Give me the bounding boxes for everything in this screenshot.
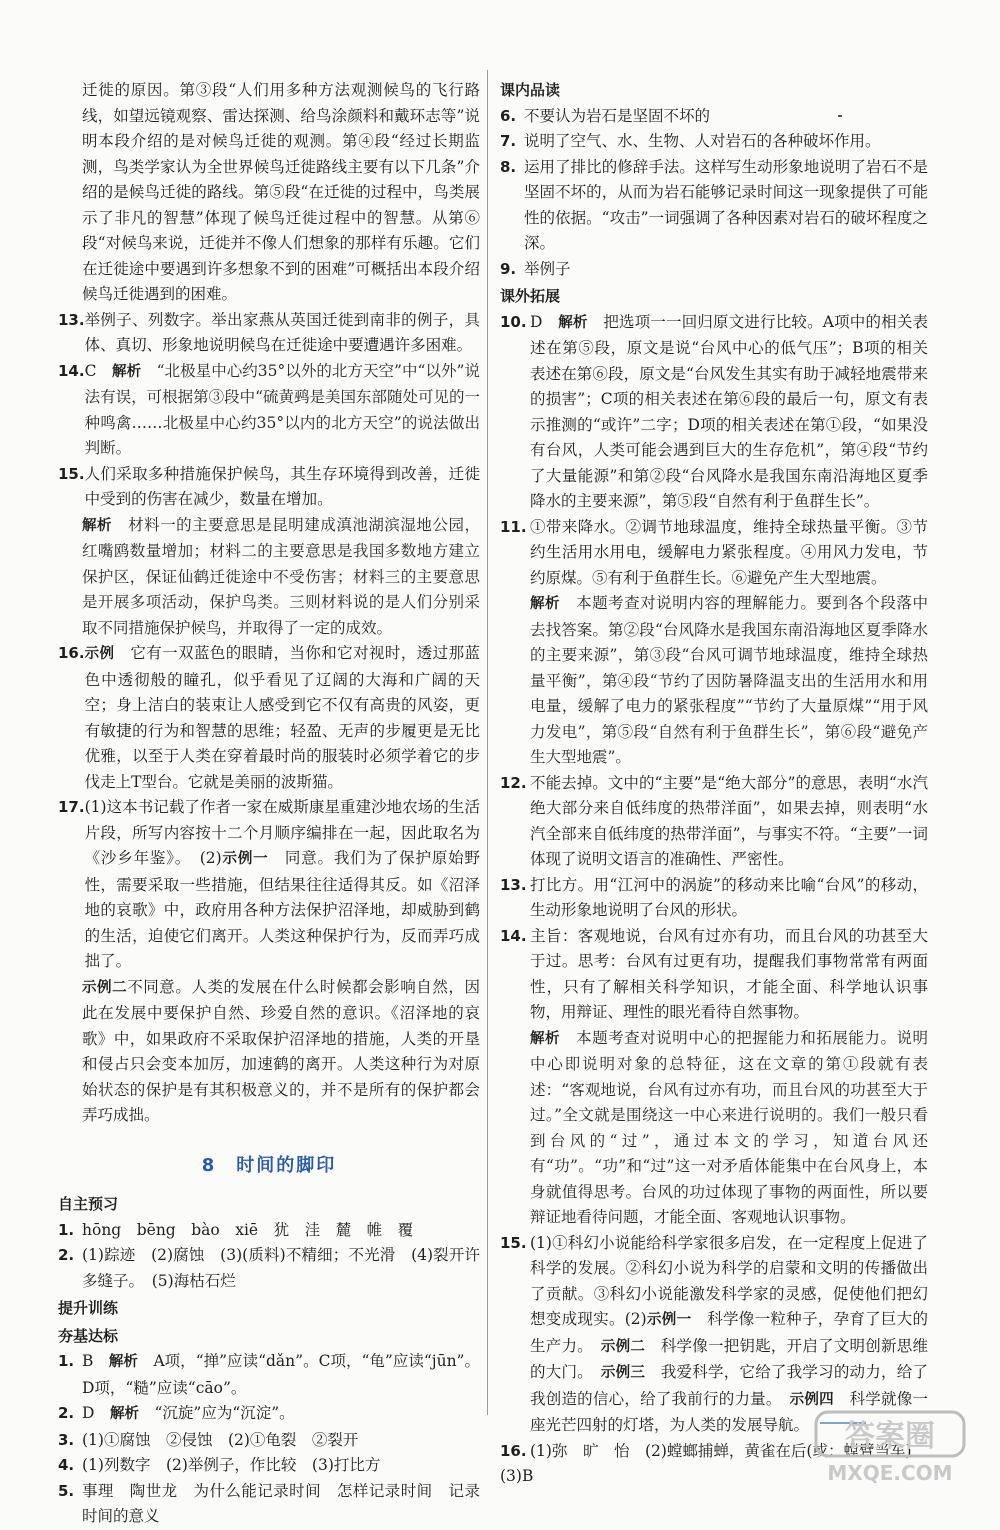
answer-number: 9. [500,259,517,278]
answer-8 [500,155,928,257]
answer-b5 [58,1479,480,1530]
answer-text: 人们采取多种措施保护候鸟，其生存环境得到改善，迁徙中受到的伤害在减少，数量在增加。 [84,464,480,508]
answer-text: (1)这本书记载了作者一家在威斯康星重建沙地农场的生活片段，所写内容按十二个月顺序编排在一起，因此取名为《沙乡年鉴》。 (2) [84,798,480,867]
answer-number: 16. [500,1441,527,1460]
answer-17 [58,795,480,975]
answer-13r [500,873,928,924]
answer-choice: D [82,1404,95,1422]
watermark-url: MXQE.COM [827,1461,953,1485]
analysis-label: 解析 [530,1030,561,1047]
answer-text: A项，“掸”应读“dǎn”。C项，“龟”应读“jūn”。D项，“糙”应读“cāo”。 [82,1352,480,1397]
answer-b1 [58,1349,480,1401]
column-divider [487,70,488,1415]
answer-9 [500,257,928,283]
answer-text: 主旨：客观地说，台风有过亦有功，而且台风的功甚至大于过。思考：台风有过更有功，提醒我们事物常常有两面性，只有了解相关科学知识，才能全面、科学地认识事物，用辩证、理性的眼光看待自然事物。 [530,926,928,1021]
answer-number: 16. [58,644,85,662]
answer-text: 我爱科学，它给了我学习的动力，给了我创造的信心，给了我前行的力量。 [530,1363,928,1408]
answer-text: 科学像一粒种子，孕育了巨大的生产力。 [530,1310,928,1355]
answer-text: (1)①科幻小说能给科学家很多启发，在一定程度上促进了科学的发展。②科幻小说为科学的启蒙和文明的传播做出了贡献。③科幻小说能激发科学家的灵感，促使他们把幻想变成现实。(2) [530,1233,928,1328]
answer-12 [500,771,928,873]
answer-number: 1. [58,1220,75,1239]
answer-choice: D [530,312,543,331]
section-heading: 提升训练 [58,1299,119,1317]
analysis-label: 解析 [558,314,588,331]
analysis-14 [500,1026,928,1231]
answer-text: 打比方。用“江河中的涡旋”的移动来比喻“台风”的移动，生动形象地说明了台风的形状。 [530,875,928,919]
answer-text: “北极星中心约35°以外的北方天空”中“以外”说法有误，可根据第③段中“硫黄鹀是美国东部随处可见的一种鸣禽……北极星中心约35°以内的北方天空”的说法做出判断。 [84,361,481,457]
analysis-text: 本题考查对说明内容的理解能力。要到各个段落中去找答案。第②段“台风降水是我国东南沿海地区夏季降水的主要来源”，第③段“台风可调节地球温度，维持全球热量平衡”，第④段“节约了因防暑降温支出的生活用水和用电量，缓解了电力的紧张程度”“节约了大量原煤”“用于风力发电”，第⑤段“自然有利于鱼群生长”，第⑥段“避免产生大型地震”。 [530,594,928,766]
answer-b4 [58,1453,480,1479]
answer-number: 10. [500,312,527,331]
analysis-label: 解析 [109,1406,139,1422]
answer-text: 不能去掉。文中的“主要”是“绝大部分”的意思，表明“水汽绝大部分来自低纬度的热带洋面”，如果去掉，则表明“水汽全部来自低纬度的热带洋面”，与事实不符。“主要”一词体现了说明文语言的准确性、严密性。 [530,773,928,868]
answer-number: 1. [58,1352,75,1370]
watermark-logo-text: 答案圈 [845,1419,935,1454]
answer-16r-part3: (3)B [500,1467,534,1485]
answer-text: 运用了排比的修辞手法。这样写生动形象地说明了岩石不是坚固不坏的，从而为岩石能够记录时间这一现象提供了可能性的依据。“攻击”一词强调了各种因素对岩石的破坏程度之深。 [524,157,928,252]
answer-number: 13. [58,310,85,329]
answer-10 [500,310,928,515]
answer-11 [500,515,928,592]
answer-1 [58,1218,480,1244]
answer-number: 14. [500,926,527,945]
answer-number: 14. [58,361,85,380]
answer-choice: C [84,361,97,380]
answer-number: 11. [500,517,527,536]
section-heading: 课外拓展 [500,287,561,305]
example-label: 示例二 [82,979,128,996]
answer-7 [500,129,928,155]
answer-number: 7. [500,132,517,150]
answer-text: 把选项一一回归原文进行比较。A项中的相关表述在第⑤段，原文是说“台风中心的低气压”；B项的相关表述在第⑥段，原文是“台风发生其实有助于减轻地震带来的损害”；C项的相关表述在第⑥段的最后一句，原文有表示推测的“或许”二字；D项的相关表述在第①段，“如果没有台风，人类可能会遇到巨大的生存危机”，第④段“节约了大量能源”和第②段“台风降水是我国东南沿海地区夏季降水的主要来源”，第⑤段“自然有利于鱼群生长”。 [530,312,929,510]
example-label: 示例二 [600,1338,646,1355]
answer-text: (1)列数字 (2)举例子，作比较 (3)打比方 [82,1456,381,1474]
left-column [58,78,480,1530]
example-label: 示例 [84,646,115,662]
answer-number: 15. [500,1233,527,1252]
answer-text: (1)①腐蚀 ②侵蚀 (2)①龟裂 ②裂开 [82,1430,359,1449]
answer-text: ①带来降水。②调节地球温度，维持全球热量平衡。③节约生活用水用电，缓解电力紧张程度。④用风力发电，节约原煤。⑤有利于鱼群生长。⑥避免产生大型地震。 [530,517,928,587]
paragraph-intro: 迁徙的原因。第③段“人们用多种方法观测候鸟的飞行路线，如望远镜观察、雷达探测、给鸟涂颜料和戴环志等”说明本段介绍的是对候鸟迁徙的观测。第④段“经过长期监测，鸟类学家认为全世界候鸟迁徙路线主要有以下几条”介绍的是候鸟迁徙的路线。第⑤段“在迁徙的过程中，鸟类展示了非凡的智慧”体现了候鸟迁徙过程中的智慧。从第⑥段“对候鸟来说，迁徙并不像人们想象的那样有乐趣。它们在迁徙途中要遇到许多想象不到的困难”可概括出本段介绍候鸟迁徙遇到的困难。 [82,81,480,303]
answer-number: 17. [58,798,85,816]
answer-text: (1)弥 旷 怡 (2)螳螂捕蝉，黄雀在后(或：螳臂当车) [530,1441,912,1460]
subsection-heading: 夯基达标 [58,1326,119,1345]
answer-text: 事理 陶世龙 为什么能记录时间 怎样记录时间 记录时间的意义 [82,1481,480,1525]
answer-number: 6. [500,106,517,125]
answer-text: 同意。我们为了保护原始野性，需要采取一些措施，但结果往往适得其反。如《沼泽地的哀歌》中，政府用各种方法保护沼泽地，却威胁到鹤的生活，迫使它们离开。人类这种保护行为，反而弄巧成拙了。 [84,849,480,970]
analysis-text: 材料一的主要意思是昆明建成滇池湖滨湿地公园，红嘴鸥数量增加；材料二的主要意思是我国多数地方建立保护区，保证仙鹤迁徙途中不受伤害；材料三的主要意思是开展多项活动，保护鸟类。三则材料说的是人们分别采取不同措施保护候鸟，并取得了一定的成效。 [82,515,480,637]
watermark-logo [810,1404,970,1488]
answer-text: (1)踪迹 (2)腐蚀 (3)(质料)不精细；不光滑 (4)裂开许多缝子。 (5)海枯石烂 [82,1246,480,1290]
answer-text: 举例子 [524,259,571,278]
right-column [500,78,928,1490]
answer-2 [58,1243,480,1294]
answer-number: 3. [58,1430,75,1449]
answer-number: 8. [500,157,517,176]
example-label: 示例四 [789,1391,834,1408]
answer-number: 13. [500,875,527,894]
answer-text: 不要认为岩石是坚固不坏的 [524,106,711,125]
answer-number: 4. [58,1456,75,1474]
answer-choice: B [82,1352,94,1370]
analysis-label: 解析 [108,1354,138,1370]
analysis-text: 本题考查对说明中心的把握能力和拓展能力。说明中心即说明对象的总特征，这在文章的第①段就有表述：“客观地说，台风有过亦有功，而且台风的功甚至大于过。”全文就是围绕这一中心来进行说明的。我们一般只看到台风的“过”，通过本文的学习，知道台风还有“功”。“功”和“过”这一对矛盾体能集中在台风身上，本身就值得思考。台风的功过体现了事物的两面性，所以要辩证地看待问题，才能全面、客观地认识事物。 [530,1028,928,1226]
answer-text: 科学就像一座光芒四射的灯塔，为人类的发展导航。 [530,1389,928,1434]
section-heading: 课内品读 [500,81,561,99]
analysis-15 [58,513,480,642]
example-label: 示例一 [221,851,269,867]
answer-text: 举例子、列数字。举出家燕从英国迁徙到南非的例子，具体、真切、形象地说明候鸟在迁徙途中要遭遇许多困难。 [84,310,480,354]
section-heading: 自主预习 [58,1195,119,1213]
example-label: 示例三 [600,1365,646,1381]
answer-text: 它有一双蓝色的眼睛，当你和它对视时，透过那蓝色中透彻般的瞳孔，似乎看见了辽阔的大海和广阔的天空；身上洁白的装束让人感受到它不仅有高贵的风姿，更有敏捷的行为和智慧的思维；轻盈、无声的步履更是无比优雅，以至于人类在穿着最时尚的服装时必须学着它的步伐走上T型台。它就是美丽的波斯猫。 [84,644,480,791]
answer-b2 [58,1401,480,1428]
answer-number: 15. [58,464,85,483]
analysis-label: 解析 [112,363,142,380]
answer-number: 2. [58,1404,75,1422]
answer-17-example-2 [58,975,480,1129]
example-label: 示例一 [646,1312,692,1328]
analysis-label: 解析 [82,517,113,534]
answer-text: 科学像一把钥匙，开启了文明创新思维的大门。 [530,1336,928,1381]
answer-b3 [58,1428,480,1454]
answer-text: 说明了空气、水、生物、人对岩石的各种破坏作用。 [524,132,881,150]
answer-text: “沉旋”应为“沉淀”。 [154,1404,295,1422]
answer-number: 2. [58,1246,75,1264]
answer-number: 5. [58,1481,75,1500]
answer-16 [58,641,480,795]
analysis-label: 解析 [530,596,561,612]
chapter-title: 8 时间的脚印 [201,1154,337,1176]
answer-14 [58,359,480,462]
answer-number: 12. [500,773,527,792]
answer-14r [500,924,928,1026]
answer-15 [58,462,480,513]
answer-text: 不同意。人类的发展在什么时候都会影响自然，因此在发展中要保护自然、珍爱自然的意识。《沼泽地的哀歌》中，如果政府不采取保护沼泽地的措施，人类的开垦和侵占只会变本加厉，加速鹤的离开。人类这种行为对原始状态的保护是有其积极意义的，并不是所有的保护都会弄巧成拙。 [82,977,480,1124]
answer-6 [500,104,928,130]
answer-13 [58,308,480,359]
analysis-11 [500,591,928,771]
answer-text: hōng bēng bào xiē 犹 洼 麓 帷 覆 [82,1220,414,1239]
